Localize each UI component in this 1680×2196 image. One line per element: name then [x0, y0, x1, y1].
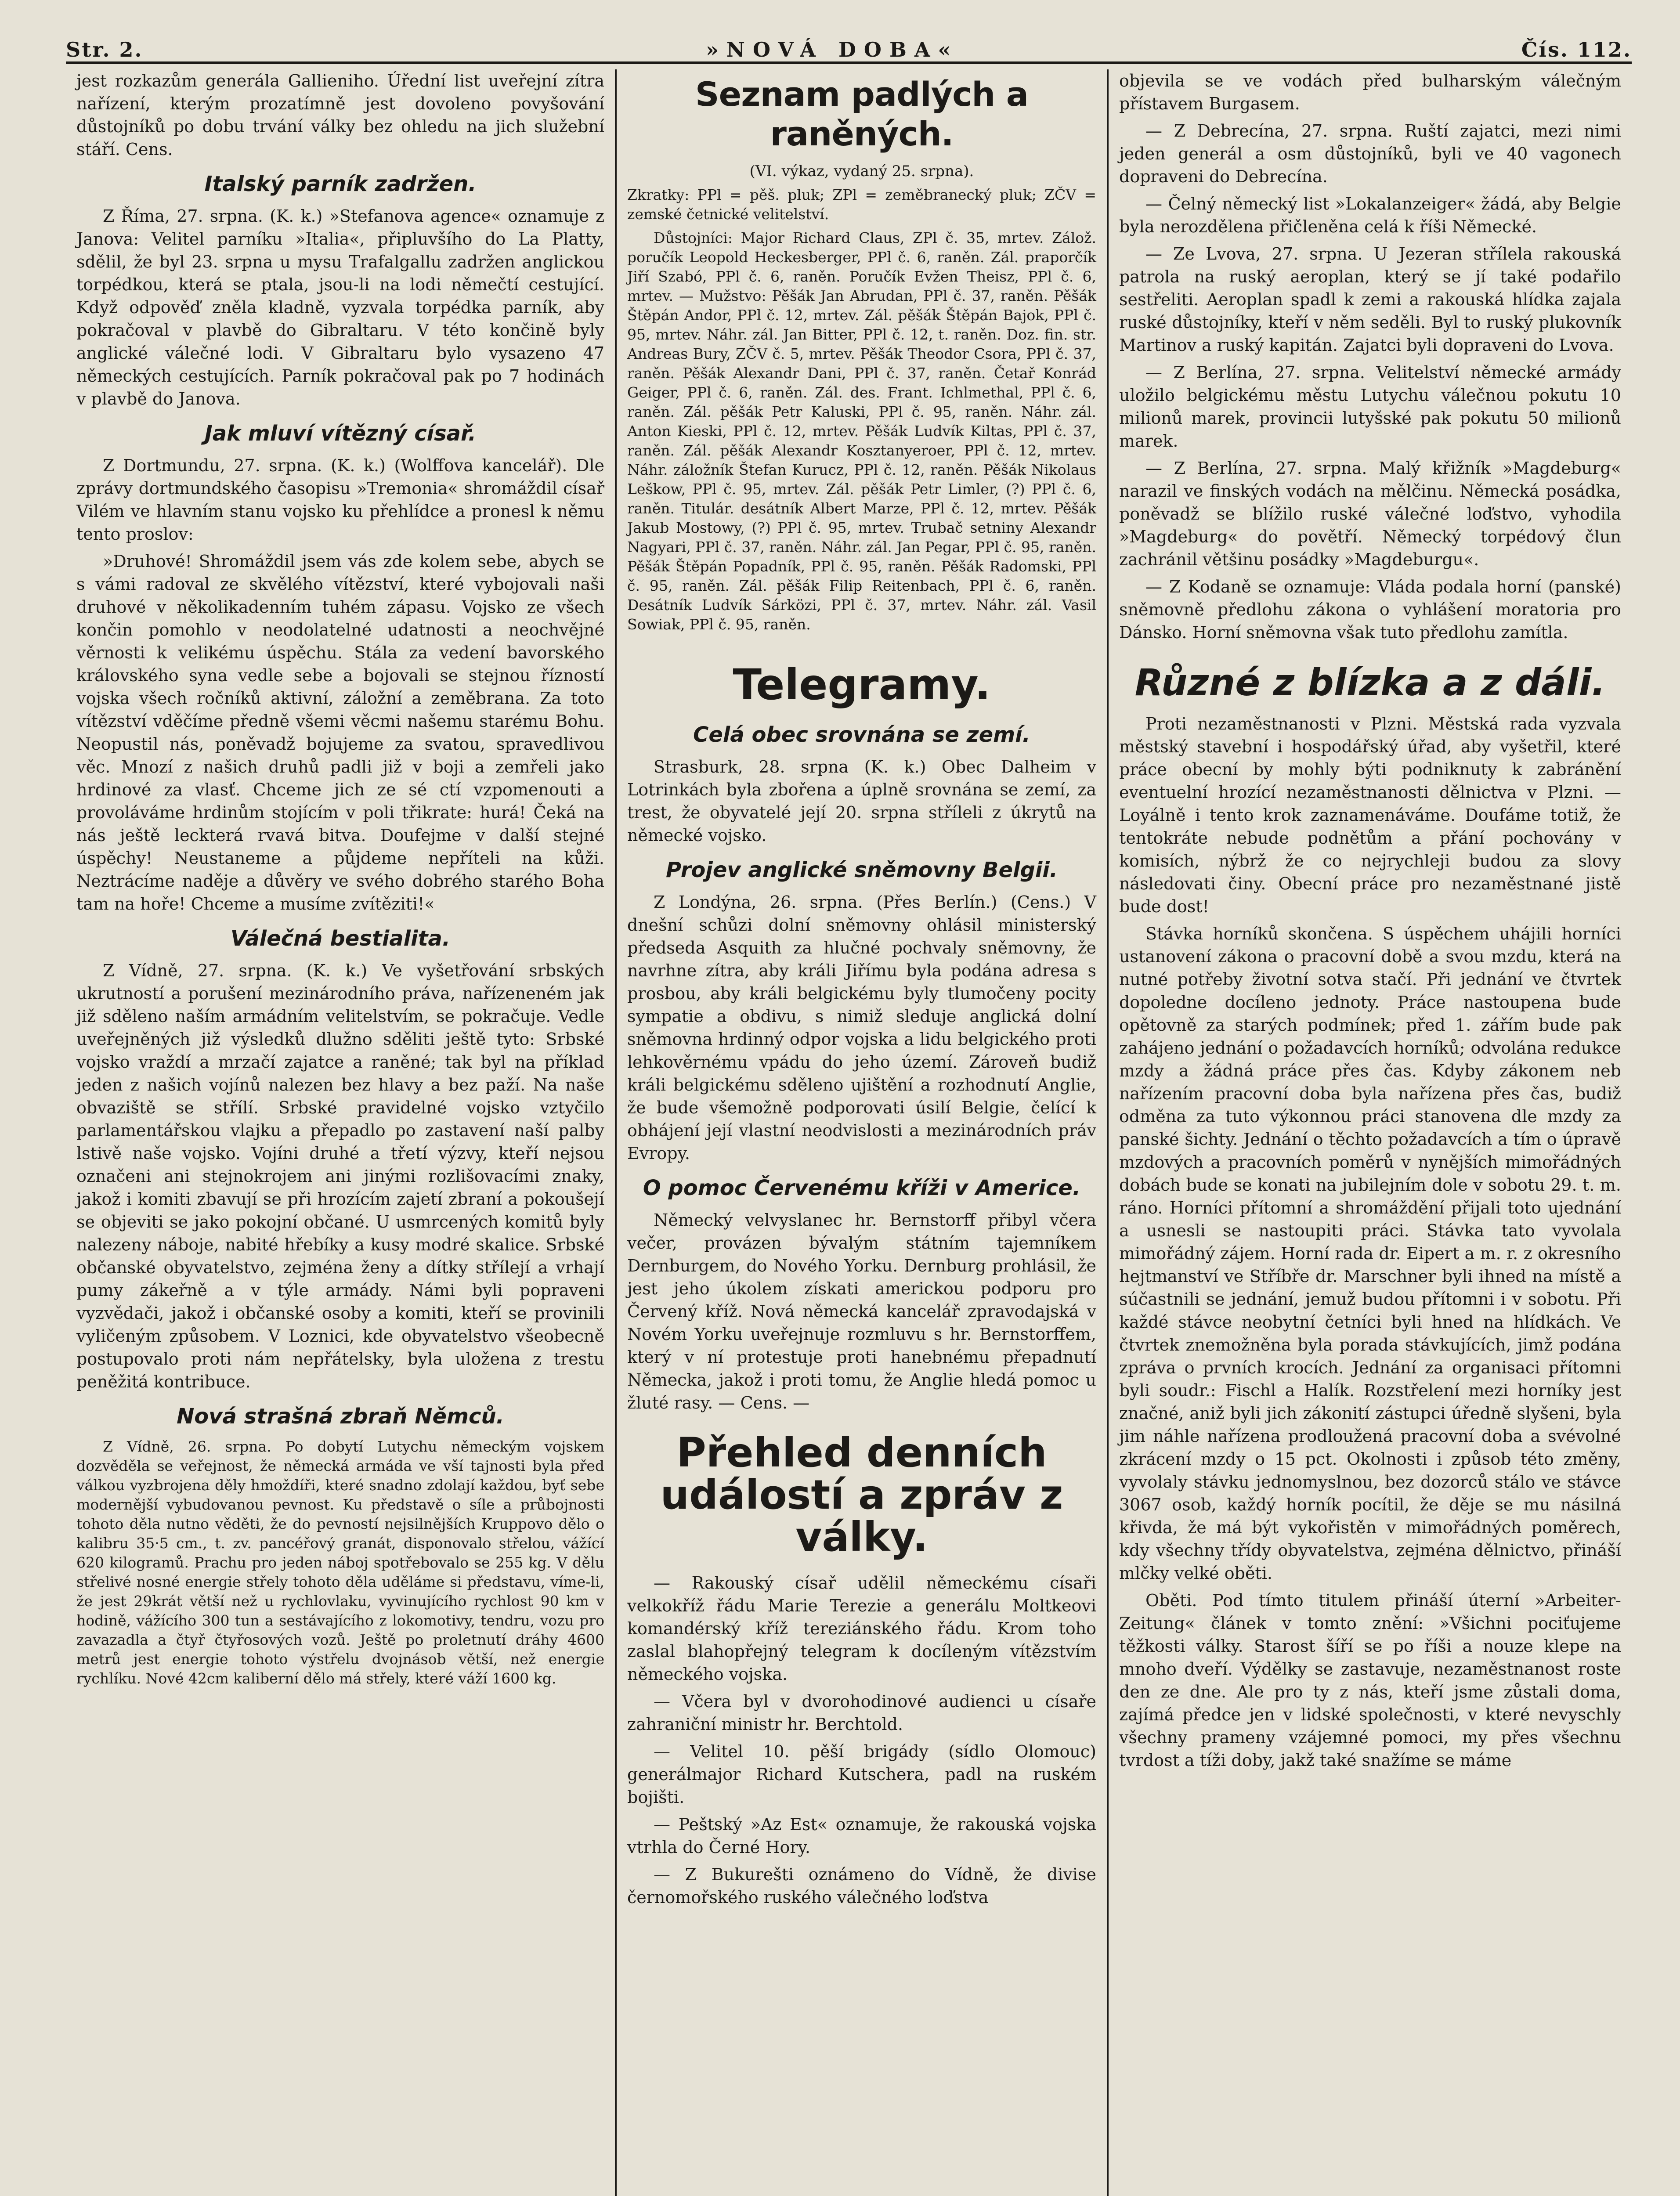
headline-casualty-list: Seznam padlých a raněných. [695, 75, 1029, 153]
headline-red-cross: O pomoc Červenému kříži v Americe. [643, 1176, 1081, 1200]
page-number: Str. 2. [66, 38, 143, 61]
headline-emperor: Jak mluví vítězný císař. [204, 421, 477, 446]
article-text: Strasburk, 28. srpna (K. k.) Obec Dalheim v Lotrinkách byla zbořena a úplně srovnána se zemí, za trest, že obyvatelé její 20. srpna stříleli z úkrytů na německé vojsko. [627, 757, 1096, 845]
article-text: Z Londýna, 26. srpna. (Přes Berlín.) (Cens.) V dnešní schůzi dolní sněmovny ohlásil ministerský předseda Asquith za hlučné pochvaly sněmovny, že navrhne zítra, aby králi Jiřímu byla podána adresa s prosbou, aby králi belgickému byly tlumočeny pocity sympatie a obdivu, s nimiž sleduje anglická dolní sněmovna hrdinný odpor vojska a lidu belgického proti lehkověrnému vpádu do jeho území. Zároveň budiž králi belgickému sděleno ujištění a rozhodnutí Anglie, že bude všemožně podporovati úsilí Belgie, čelící k obhájení její vlastní neodvislosti a mezinárodních práv Evropy. [627, 892, 1096, 1163]
abbreviations: Zkratky: PPl = pěš. pluk; ZPl = zeměbranecký pluk; ZČV = zemské četnické velitelství. [627, 186, 1096, 223]
headline-various-news: Různé z blízka a z dáli. [1134, 661, 1606, 704]
news-item: objevila se ve vodách před bulharským válečným přístavem Burgasem. [1119, 71, 1621, 113]
news-item: — Z Debrecína, 27. srpna. Ruští zajatci, mezi nimi jeden generál a osm důstojníků, byli ve 40 vagonech dopraveni do Debrecína. [1119, 121, 1621, 186]
news-item: — Z Bukurešti oznámeno do Vídně, že divise černomořského ruského válečného loďstva [627, 1865, 1096, 1907]
article-text: Z Dortmundu, 27. srpna. (K. k.) (Wolffova kancelář). Dle zprávy dortmundského časopisu »Tremonia« shromáždil císař Vilém ve hlavním stanu vojsko ku přehlídce a pronesl k němu tento proslov: [76, 456, 604, 544]
headline-war-bestiality: Válečná bestialita. [230, 926, 451, 951]
article-text: Z Vídně, 27. srpna. (K. k.) Ve vyšetřování srbských ukrutností a porušení mezinárodního práva, nařízeneném jak již sděleno naším armádním velitelstvím, se pokračuje. Vedle uveřejněných již výsledků dlužno sděliti ještě tyto: Srbské vojsko vraždí a mrzačí zajatce a raněné; tak byl na příklad jeden z našich vojínů nalezen bez hlavy a bez paží. Na naše obvaziště se střílí. Srbské pravidelné vojsko vztyčilo parlamentářskou vlajku a přepadlo po zastavení naší palby lstivě naše vojsko. Vojíni druhé a třetí výzvy, kteří nejsou označeni ani stejnokrojem ani jinými rozlišovacími znaky, jakož i komiti zbavují se při hrozícím zajetí zbraní a pokoušejí se objeviti se jako pokojní občané. U usmrcených komitů byly nalezeny náboje, nabité hřebíky a kusy modré skalice. Srbské občanské obyvatelstvo, zejména ženy a dítky střílejí a vrhají pumy zákeřně a v týle armády. Námi byli popraveni vyzvědači, jakož i občanské osoby a komiti, kteří se provinili vyličeným způsobem. V Loznici, kde obyvatelstvo všeobecně postupovalo proti nám nepřátelsky, byla uložena z trestu peněžitá kontribuce. [76, 961, 604, 1391]
newspaper-title: »NOVÁ DOBA« [706, 38, 959, 61]
column-middle [615, 69, 1107, 2196]
news-item: — Z Kodaně se oznamuje: Vláda podala horní (panské) sněmovně předlohu zákona o vyhlášení moratoria pro Dánsko. Horní sněmovna však tuto předlohu zamítla. [1119, 577, 1621, 642]
article-text: Proti nezaměstnanosti v Plzni. Městská rada vyzvala městský stavební i hospodářský úřad, aby vyšetřil, které práce obecní by mohly býti podniknuty k zabránění eventuelní hrozící nezaměstnanosti dělnictva v Plzni. — Loyálně i tento krok zaznamenáváme. Doufáme totiž, že tentokráte nebude podnětům a přání pochovány v komisích, nýbrž že co nejrychleji budou za slovy následovati činy. Obecní práce pro nezaměstnané jistě bude dost! [1119, 714, 1621, 916]
article-text: Z Říma, 27. srpna. (K. k.) »Stefanova agence« oznamuje z Janova: Velitel parníku »Italia«, připluvšího do La Platty, sdělil, že byl 23. srpna u mysu Trafalgallu zadržen anglickou torpédkou, která se ptala, jsou-li na lodi němečtí cestující. Když odpověď zněla kladně, vyzvala torpédka parník, aby pokračoval v plavbě do Gibraltaru. V této končině byly anglické válečné lodi. V Gibraltaru bylo vysazeno 47 německých cestujících. Parník pokračoval pak po 7 hodinách v plavbě do Janova. [76, 206, 604, 408]
headline-village-razed: Celá obec srovnána se zemí. [693, 722, 1030, 747]
headline-english-parliament: Projev anglické sněmovny Belgii. [666, 858, 1058, 882]
news-item: — Včera byl v dvorohodinové audienci u císaře zahraniční ministr hr. Berchtold. [627, 1692, 1096, 1734]
issue-number: Čís. 112. [1521, 38, 1632, 61]
news-item: — Z Berlína, 27. srpna. Velitelství německé armády uložilo belgickému městu Lutychu válečnou pokutu 10 milionů marek, provincii lutyšské pak pokutu 50 milionů marek. [1119, 363, 1621, 451]
headline-new-weapon: Nová strašná zbraň Němců. [177, 1404, 504, 1429]
article-text: jest rozkazům generála Gallieniho. Úřední list uveřejní zítra nařízení, kterým prozatímně jest dovoleno povyšování důstojníků po dobu trvání války bez ohledu na jich služební stáří. Cens. [76, 71, 604, 159]
casualty-list: Důstojníci: Major Richard Claus, ZPl č. 35, mrtev. Zálož. poručík Leopold Heckesberger, PPl č. 6, raněn. Zál. praporčík Jiří Szabó, PPl č. 6, raněn. Poručík Evžen Theisz, PPl č. 6, mrtev. — Mužstvo: Pěšák Jan Abrudan, PPl č. 37, raněn. Pěšák Štěpán Andor, PPl č. 12, mrtev. Zál. pěšák Štěpán Bajok, PPl č. 95, mrtev. Náhr. zál. Jan Bitter, PPl č. 12, t. raněn. Doz. fin. str. Andreas Bury, ZČV č. 5, mrtev. Pěšák Theodor Csora, PPl č. 37, raněn. Pěšák Alexandr Dani, PPl č. 37, raněn. Četař Konrád Geiger, PPl č. 6, raněn. Zál. des. Frant. Ichlmethal, PPl č. 6, raněn. Zál. pěšák Petr Kaluski, PPl č. 95, raněn. Náhr. zál. Anton Kieski, PPl č. 12, mrtev. Pěšák Ludvík Kiltas, PPl č. 37, raněn. Zál. pěšák Alexandr Kosztanyeroer, PPl č. 12, mrtev. Náhr. záložník Štefan Kurucz, PPl č. 12, raněn. Pěšák Nikolaus Leškow, PPl č. 95, mrtev. Zál. pěšák Petr Limler, (?) PPl č. 6, raněn. Titulár. desátník Albert Marze, PPl č. 12, mrtev. Pěšák Jakub Mostowy, (?) PPl č. 95, mrtev. Trubač setniny Alexandr Nagyari, PPl č. 37, raněn. Náhr. zál. Jan Pegar, PPl č. 95, raněn. Pěšák Štěpán Popadník, PPl č. 95, raněn. Pěšák Radomski, PPl č. 95, raněn. Zál. pěšák Filip Reitenbach, PPl č. 6, raněn. Desátník Ludvík Sárközi, PPl č. 37, mrtev. Náhr. zál. Vasil Sowiak, PPl č. 95, raněn. [627, 229, 1096, 633]
news-item: — Čelný německý list »Lokalanzeiger« žádá, aby Belgie byla nerozdělena přičleněna celá k říši Německé. [1119, 194, 1621, 236]
column-left [66, 69, 615, 2196]
headline-italian-ship: Italský parník zadržen. [204, 172, 477, 196]
article-text: »Druhové! Shromáždil jsem vás zde kolem sebe, abych se s vámi radoval ze skvělého vítězství, které vybojovali naši druhové v několikadenním tuhém zápasu. Vojsko ze všech končin pomohlo v neodolatelné udatnosti a neochvějné věrnosti k velikému úspěchu. Stála za vedení bavorského královského syna vedle sebe a bojovali se stejnou řízností vojska všech ročníků aktivní, záložní a zeměbrana. Za toto vítězství vděčíme předně všemi věcmi našemu starému Bohu. Neopustil nás, poněvadž bojujeme za svatou, spravedlivou věc. Mnozí z našich druhů padli již v boji a zemřeli jako hrdinové za vlasť. Chceme jich ze sé ctí vzpomenouti a provoláváme hrdinům stojícím v poli třikrate: hurá! Čeká na nás ještě leckterá rvavá bitva. Doufejme v další stejné úspěchy! Neustaneme a půjdeme nepříteli na kůži. Neztrácíme naděje a důvěry ve svého dobrého starého Boha tam na hoře! Chceme a musíme zvítěziti!« [76, 552, 604, 914]
column-right [1107, 69, 1632, 2196]
headline-daily-overview: Přehled denních událostí a zpráv z války. [660, 1429, 1063, 1560]
news-item: — Rakouský císař udělil německému císaři velkokříž řádu Marie Terezie a generálu Moltkeovi komandérský kříž tereziánského řádu. Krom toho zaslal blahopřejný telegram k docíleným vítězstvím německého vojska. [627, 1573, 1096, 1684]
headline-telegrams: Telegramy. [733, 660, 991, 709]
article-text: Oběti. Pod tímto titulem přináší úterní »Arbeiter-Zeitung« článek v tomto znění: »Všichni pociťujeme těžkosti války. Starost šíří se po říši a nouze klepe na mnoho dveří. Výdělky se zastavuje, nezaměstnanost roste den ze dne. Ale pro ty z nás, kteří jsme zůstali doma, zajímá předce jen v lidské společnosti, v které nevyschly všechny prameny vzájemné pomoci, my přes všechnu tvrdost a tíži doby, jakž také snažíme se máme [1119, 1591, 1621, 1770]
masthead [66, 31, 1632, 64]
news-item: — Velitel 10. pěší brigády (sídlo Olomouc) generálmajor Richard Kutschera, padl na ruském bojišti. [627, 1742, 1096, 1807]
columns [66, 69, 1632, 2196]
article-text: Z Vídně, 26. srpna. Po dobytí Lutychu německým vojskem dozvěděla se veřejnost, že německá armáda ve vší tajnosti byla před válkou vyzbrojena děly hmoždíři, které snadno zdolají každou, byť sebe modernější vybudovanou pevnost. Ku představě o síle a průbojnosti tohoto děla nutno věděti, že do pevností nejsilnějších Kruppovo dělo o kalibru 35·5 cm., t. zv. pancéřový granát, disponovalo střelou, vážící 620 kilogramů. Prachu pro jeden náboj spotřebovalo se 255 kg. V dělu střelivé nosné energie střely tohoto děla uděláme si představu, víme-li, že jest 29krát větší než u rychlovlaku, vyvinujícího rychlost 90 km v hodině, vážícího 300 tun a sestávajícího z lokomotivy, tendru, vozu pro zavazadla a čtyř čtyřosových vozů. Ještě po proletnutí dráhy 4600 metrů jest energie tohoto výstřelu dvojnásob větší, než energie rychlíku. Nové 42cm kaliberní dělo má střely, které váží 1600 kg. [76, 1438, 604, 1687]
casualty-list-subtitle: (VI. výkaz, vydaný 25. srpna). [749, 163, 974, 180]
article-text: Německý velvyslanec hr. Bernstorff přibyl včera večer, provázen bývalým státním tajemníkem Dernburgem, do Nového Yorku. Dernburg prohlásil, že jest jeho úkolem získati americkou podporu pro Červený kříž. Nová německá kancelář zpravodajská v Novém Yorku uveřejnuje rozmluvu s hr. Bernstorffem, který v ní protestuje proti hanebnému přepadnutí Německa, jakož i proti tomu, že Anglie hledá pomoc u žluté rasy. — Cens. — [627, 1210, 1096, 1412]
news-item: — Ze Lvova, 27. srpna. U Jezeran střílela rakouská patrola na ruský aeroplan, který se jí také podařilo sestřeliti. Aeroplan spadl k zemi a rakouská hlídka zajala ruské důstojníky, kteří v něm seděli. Byl to ruský plukovník Martinov a ruský kapitán. Zajatci byli dopraveni do Lvova. [1119, 244, 1621, 355]
article-text: Stávka horníků skončena. S úspěchem uhájili horníci ustanovení zákona o pracovní době a svou mzdu, která na nutné potřeby životní sotva stačí. Při jednání ve čtvrtek dopoledne docíleno jednoty. Práce nastoupena bude opětovně za starých podmínek; před 1. zářím bude pak zahájeno jednání o požadavcích horníků; odvolána redukce mzdy a žádná práce přes čas. Kdyby zákonem neb nařízením pracovní doba byla nařízena přes čas, budiž odměna za tuto výkonnou práci stanovena dle mzdy za panské šichty. Jednání o těchto požadavcích a tím o úpravě mzdových a pracovních poměrů v nynějších mimořádných dobách bude se konati na jubilejním dole v sobotu 29. t. m. ráno. Horníci přítomní a shromáždění přijali toto ujednání a usnesli se nastoupiti práci. Stávka tato vyvolala mimořádný zájem. Horní rada dr. Eipert a m. r. z okresního hejtmanství ve Stříbře dr. Marschner byli ihned na místě a súčastnili se jednání, jemuž budou přítomni i v sobotu. Při každé stávce neobytní četníci byli hned na hlídkách. Ve čtvrtek znemožněna byla porada stávkujících, jimž podána zpráva o prvních krocích. Jednání za organisaci přítomni byli soudr.: Fischl a Halík. Rozstřelení mezi horníky jest značné, aniž byli jich zákonití zástupci úředně slyšeni, byla jim náhle nařízena prodloužená pracovní doba a svévolné zkrácení mzdy o 15 pct. Okolnosti i způsob této změny, vyvolaly stávku jednomyslnou, bez dozorců stálo ve stávce 3067 osob, každý horník pocítil, že děje se mu násilná křivda, že má být vykořistěn v mimořádných poměrech, kdy všechny třídy obyvatelstva, zejména dělnictvo, přináší mlčky velké oběti. [1119, 924, 1621, 1583]
news-item: — Z Berlína, 27. srpna. Malý křižník »Magdeburg« narazil ve finských vodách na mělčinu. Německá posádka, poněvadž se blížilo ruské válečné loďstvo, vyhodila »Magdeburg« do povětří. Německý torpédový člun zachránil většinu posádky »Magdeburgu«. [1119, 459, 1621, 569]
news-item: — Peštský »Az Est« oznamuje, že rakouská vojska vtrhla do Černé Hory. [627, 1815, 1096, 1857]
